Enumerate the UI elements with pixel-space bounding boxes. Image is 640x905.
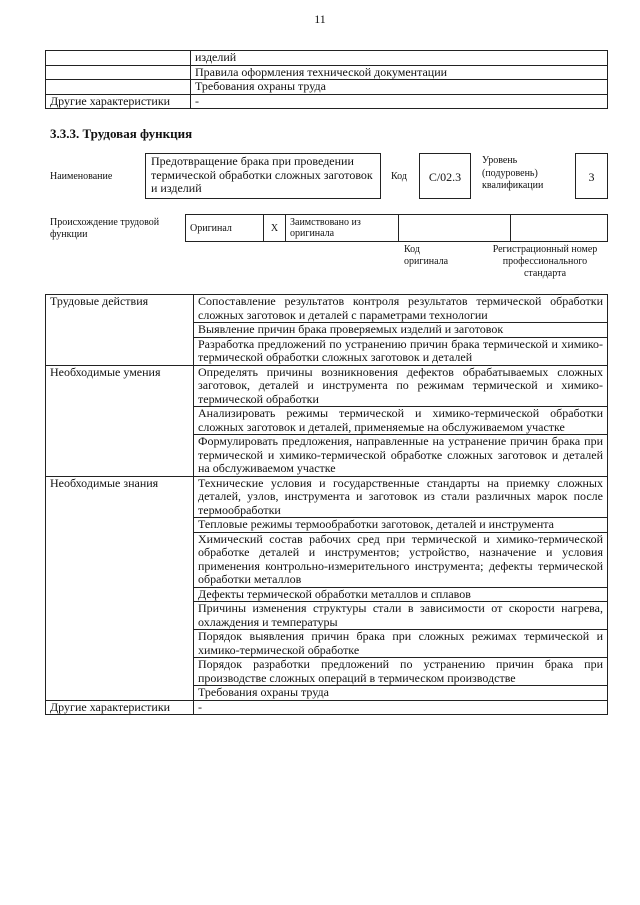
main-function-table [45, 294, 608, 715]
table-cell: Анализировать режимы термической и химико-термической обработки сложных заготовок и деталей, применяемые на обслуживаемом участке [194, 407, 608, 435]
table-cell: Дефекты термической обработки металлов и сплавов [194, 587, 608, 602]
other-characteristics-value: - [194, 700, 608, 715]
section-label: Трудовые действия [46, 295, 194, 366]
origin-table [185, 214, 608, 242]
table-cell: Тепловые режимы термообработки заготовок, деталей и инструмента [194, 518, 608, 533]
table-cell: изделий [191, 51, 608, 66]
original-mark: X [264, 215, 286, 242]
code-original-cell [399, 215, 511, 242]
function-name-box: Предотвращение брака при проведении термической обработки сложных заготовок и изделий [145, 153, 381, 199]
table-cell: Выявление причин брака проверяемых изделий и заготовок [194, 323, 608, 338]
table-cell: Определять причины возникновения дефектов обрабатываемых сложных заготовок, деталей и инструмента по режимам термической и химико-термической обработки [194, 365, 608, 407]
table-cell: Разработка предложений по устранению причин брака термической и химико-термической обработки сложных заготовок и деталей [194, 337, 608, 365]
reg-number-label: Регистрационный номер профессионального стандарта [492, 244, 598, 279]
qualification-level-box: 3 [575, 153, 608, 199]
table-cell: Химический состав рабочих сред при термической и химико-термической обработке деталей и инструментов; устройство, назначение и условия применения контрольно-измерительного инструмента; дефекты термической обработки металлов [194, 532, 608, 587]
other-characteristics-label: Другие характеристики [46, 700, 194, 715]
table-cell: Порядок разработки предложений по устранению причин брака при производстве сложных операций в термическом производстве [194, 658, 608, 686]
table-cell: Технические условия и государственные стандарты на приемку сложных деталей, узлов, инструмента и заготовок из стали различных марок после термообработки [194, 476, 608, 518]
table-cell: Требования охраны труда [191, 80, 608, 95]
level-label: Уровень (подуровень) квалификации [482, 155, 544, 191]
page-number: 11 [314, 12, 326, 26]
section-label: Необходимые умения [46, 365, 194, 476]
other-characteristics-label: Другие характеристики [46, 94, 191, 109]
table-cell: Правила оформления технической документации [191, 65, 608, 80]
original-label: Оригинал [186, 215, 264, 242]
other-characteristics-value: - [191, 94, 608, 109]
name-label: Наименование [50, 171, 113, 182]
table-cell: Порядок выявления причин брака при сложных режимах термической и химико-термической обработке [194, 630, 608, 658]
reg-number-cell [511, 215, 608, 242]
code-original-label: Код оригинала [404, 244, 449, 267]
table-cell: Причины изменения структуры стали в зависимости от скорости нагрева, охлаждения и температуры [194, 602, 608, 630]
section-label: Необходимые знания [46, 476, 194, 700]
code-label: Код [391, 171, 407, 182]
borrowed-label: Заимствовано из оригинала [286, 215, 399, 242]
table-cell: Сопоставление результатов контроля результатов термической обработки сложных заготовок и деталей с параметрами технологии [194, 295, 608, 323]
origin-label: Происхождение трудовой функции [50, 217, 160, 240]
table-cell: Требования охраны труда [194, 686, 608, 701]
top-continuation-table [45, 50, 608, 109]
table-cell: Формулировать предложения, направленные на устранение причин брака при термической и химико-термической обработке сложных заготовок и деталей на обслуживаемом участке [194, 435, 608, 477]
section-title: 3.3.3. Трудовая функция [50, 126, 193, 141]
function-code-box: C/02.3 [419, 153, 471, 199]
